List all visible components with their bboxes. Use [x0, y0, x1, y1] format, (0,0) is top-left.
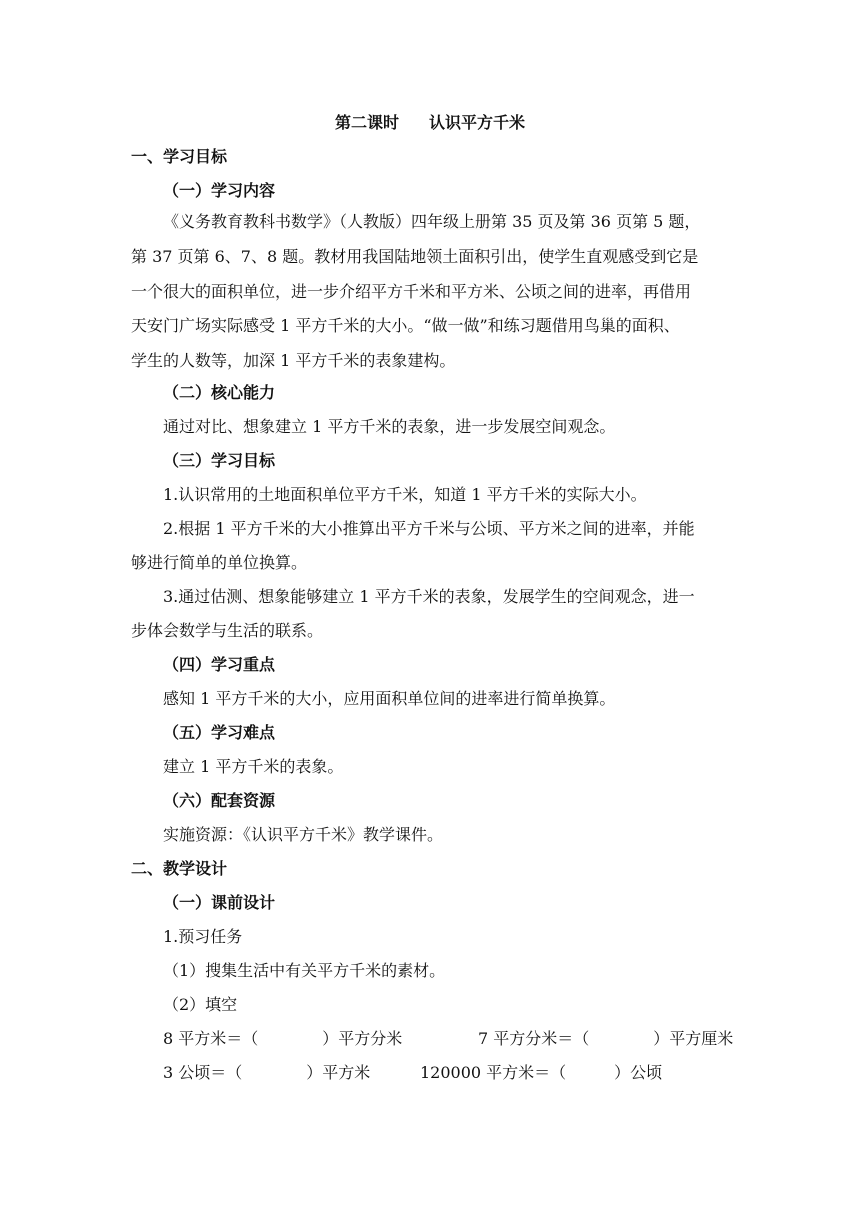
paragraph-line: 一个很大的面积单位，进一步介绍平方千米和平方米、公顷之间的进率，再借用: [131, 281, 692, 301]
task-item-1: （1）搜集生活中有关平方千米的素材。: [163, 961, 446, 980]
paragraph-line: 第 37 页第 6、7、8 题。教材用我国陆地领土面积引出，使学生直观感受到它是: [131, 246, 699, 266]
objective-1: 1.认识常用的土地面积单位平方千米，知道 1 平方千米的实际大小。: [163, 485, 647, 504]
section-heading-goals: 一、学习目标: [131, 147, 228, 166]
difficulties-text: 建立 1 平方千米的表象。: [163, 757, 344, 776]
subheading-objectives: （三）学习目标: [163, 451, 276, 470]
subheading-content: （一）学习内容: [163, 181, 276, 200]
section-heading-design: 二、教学设计: [131, 859, 228, 878]
page-title: [0, 113, 860, 133]
paragraph-line: 学生的人数等，加深 1 平方千米的表象建构。: [131, 351, 456, 371]
subheading-key-points: （四）学习重点: [163, 655, 276, 674]
fill-blank-3: 3 公顷＝（ ）平方米: [163, 1063, 371, 1082]
subheading-pre-class: （一）课前设计: [163, 893, 276, 912]
preview-task-label: 1.预习任务: [163, 927, 243, 946]
core-ability-text: 通过对比、想象建立 1 平方千米的表象，进一步发展空间观念。: [163, 417, 616, 436]
key-points-text: 感知 1 平方千米的大小，应用面积单位间的进率进行简单换算。: [163, 689, 616, 708]
paragraph-line: 《义务教育教科书数学》（人教版）四年级上册第 35 页及第 36 页第 5 题，: [163, 212, 701, 231]
paragraph-line: 天安门广场实际感受 1 平方千米的大小。“做一做”和练习题借用鸟巢的面积、: [131, 316, 680, 336]
subheading-core-ability: （二）核心能力: [163, 383, 276, 402]
objective-2-line2: 够进行简单的单位换算。: [131, 553, 308, 572]
objective-2-line1: 2.根据 1 平方千米的大小推算出平方千米与公顷、平方米之间的进率，并能: [163, 519, 695, 538]
fill-blank-2: 7 平方分米＝（ ）平方厘米: [478, 1029, 734, 1048]
lesson-number: 第二课时: [334, 113, 399, 132]
content-paragraph: [131, 205, 731, 379]
subheading-resources: （六）配套资源: [163, 791, 276, 810]
objective-3-line2: 步体会数学与生活的联系。: [131, 621, 324, 640]
objective-3-line1: 3.通过估测、想象能够建立 1 平方千米的表象，发展学生的空间观念，进一: [163, 587, 695, 606]
subheading-difficulties: （五）学习难点: [163, 723, 276, 742]
resources-text: 实施资源：《认识平方千米》教学课件。: [163, 825, 444, 844]
fill-blank-1: 8 平方米＝（ ）平方分米: [163, 1029, 403, 1048]
lesson-title: 认识平方千米: [429, 113, 526, 132]
fill-blank-4: 120000 平方米＝（ ）公顷: [420, 1063, 663, 1082]
task-item-2: （2）填空: [163, 995, 238, 1014]
